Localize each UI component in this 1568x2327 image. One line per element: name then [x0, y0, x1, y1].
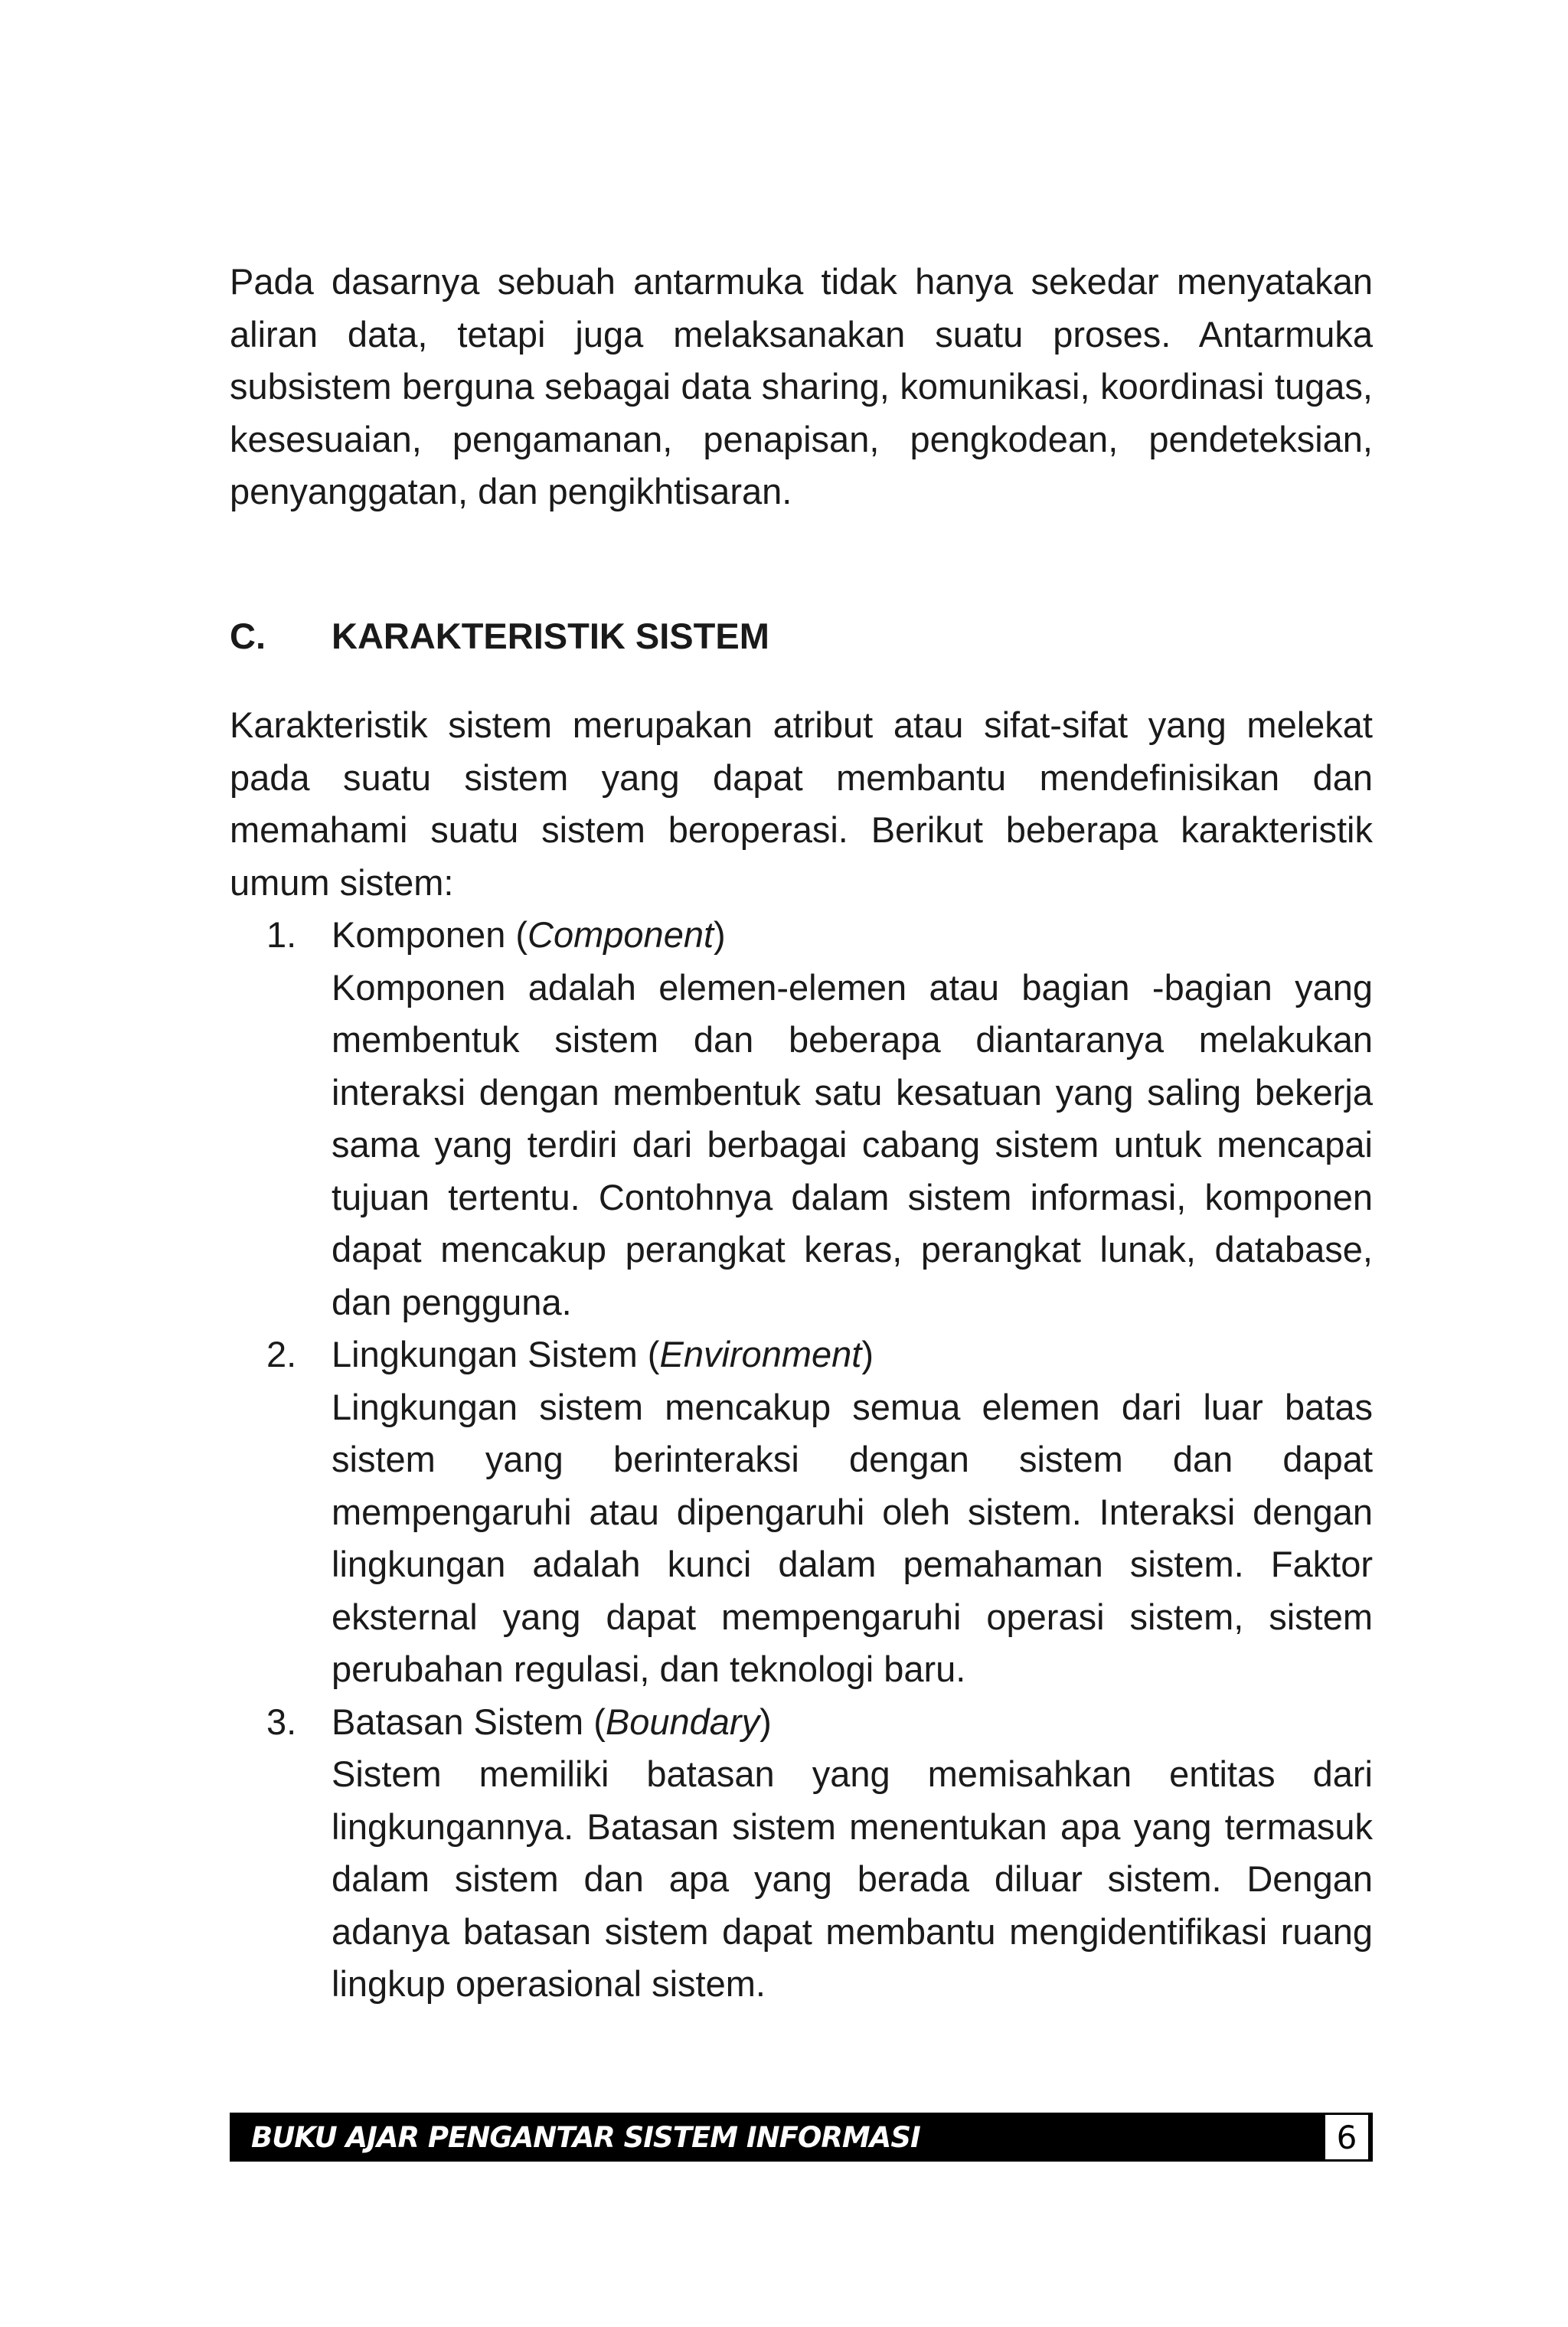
characteristics-list: [230, 909, 1373, 2011]
item-term: Boundary: [605, 1701, 760, 1742]
footer-book-title: BUKU AJAR PENGANTAR SISTEM INFORMASI: [251, 2120, 920, 2154]
list-item: [266, 909, 1373, 1329]
item-body: Komponen adalah elemen-elemen atau bagian -bagian yang membentuk sistem dan beberapa diantaranya melakukan interaksi dengan membentuk satu kesatuan yang saling bekerja sama yang terdiri dari berbagai cabang sistem untuk mencapai tujuan tertentu. Contohnya dalam sistem informasi, komponen dapat mencakup perangkat keras, perangkat lunak, database, dan pengguna.: [332, 966, 1373, 1322]
item-title: Lingkungan Sistem (Environment): [332, 1334, 874, 1374]
footer-bar: [230, 2113, 1373, 2162]
section-heading: [230, 610, 1373, 663]
list-item: [266, 1696, 1373, 2011]
list-item: [266, 1329, 1373, 1696]
item-title: Batasan Sistem (Boundary): [332, 1701, 772, 1742]
item-number: 2.: [266, 1334, 297, 1374]
item-body: Sistem memiliki batasan yang memisahkan entitas dari lingkungannya. Batasan sistem menentukan apa yang termasuk dalam sistem dan apa yang berada diluar sistem. Dengan adanya batasan sistem dapat membantu mengidentifikasi ruang lingkup operasional sistem.: [332, 1753, 1373, 2004]
page-content: [230, 256, 1373, 2011]
item-title: Komponen (Component): [332, 914, 726, 955]
item-number: 1.: [266, 914, 297, 955]
section-title: KARAKTERISTIK SISTEM: [332, 615, 769, 656]
item-body: Lingkungan sistem mencakup semua elemen dari luar batas sistem yang berinteraksi dengan sistem dan dapat mempengaruhi atau dipengaruhi oleh sistem. Interaksi dengan lingkungan adalah kunci dalam pemahaman sistem. Faktor eksternal yang dapat mempengaruhi operasi sistem, sistem perubahan regulasi, dan teknologi baru.: [332, 1386, 1373, 1689]
intro-paragraph: Pada dasarnya sebuah antarmuka tidak hanya sekedar menyatakan aliran data, tetapi juga melaksanakan suatu proses. Antarmuka subsistem berguna sebagai data sharing, komunikasi, koordinasi tugas, kesesuaian, pengamanan, penapisan, pengkodean, pendeteksian, penyanggatan, dan pengikhtisaran.: [230, 261, 1373, 511]
item-term: Environment: [659, 1334, 862, 1374]
section-paragraph: Karakteristik sistem merupakan atribut atau sifat-sifat yang melekat pada suatu sistem yang dapat membantu mendefinisikan dan memahami suatu sistem beroperasi. Berikut beberapa karakteristik umum sistem:: [230, 704, 1373, 903]
page-number: 6: [1325, 2115, 1368, 2159]
item-number: 3.: [266, 1701, 297, 1742]
item-term: Component: [528, 914, 714, 955]
section-letter: C.: [230, 615, 266, 656]
